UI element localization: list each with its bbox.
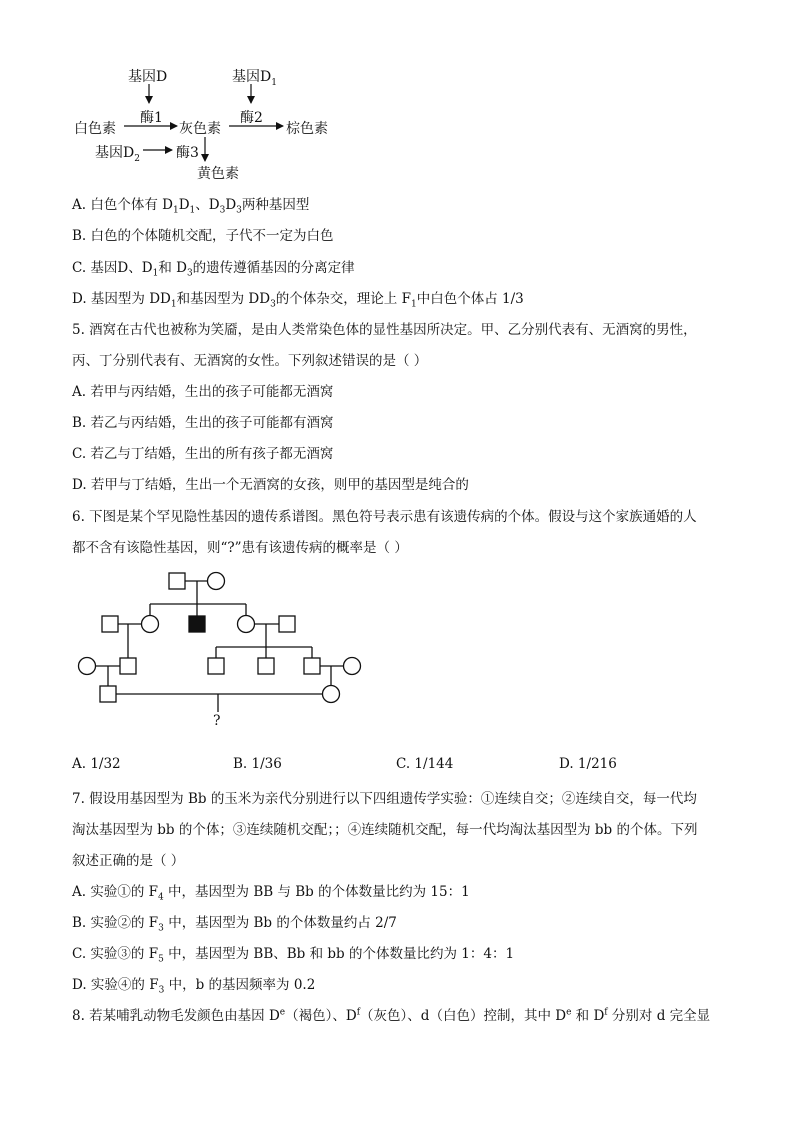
q4-option-d: D. 基因型为 $DD_1$和基因型为 $DD_3$的个体杂交，理论上 $F_1$中白色个体占 1/3 bbox=[72, 291, 524, 310]
pedigree-i2-female bbox=[208, 573, 225, 590]
q5-stem-line1: 5. 酒窝在古代也被称为笑靥，是由人类常染色体的显性基因所决定。甲、乙分别代表有、无酒窝的男性， bbox=[72, 322, 697, 338]
pedigree-ii5-male bbox=[279, 616, 295, 632]
pedigree-iii1-female bbox=[79, 658, 96, 675]
pedigree-iii5-male bbox=[304, 658, 320, 674]
q6-stem-line1: 6. 下图是某个罕见隐性基因的遗传系谱图。黑色符号表示患有该遗传病的个体。假设与这个家族通婚的人 bbox=[72, 509, 697, 525]
gene-d1-label: 基因$D_1$ bbox=[232, 69, 277, 88]
q6-option-c: C. 1/144 bbox=[396, 756, 454, 772]
q5-option-c: C. 若乙与丁结婚，生出的所有孩子都无酒窝 bbox=[72, 446, 334, 462]
q4-option-c: C. 基因D、$D_1$和 $D_3$的遗传遵循基因的分离定律 bbox=[72, 260, 355, 279]
white-pigment-label: 白色素 bbox=[74, 121, 116, 137]
q4-option-a: A. 白色个体有 $D_1D_1$、$D_3D_3$两种基因型 bbox=[72, 197, 310, 216]
pedigree-ii3-affected-male bbox=[189, 616, 205, 632]
pedigree-iii6-female bbox=[344, 658, 361, 675]
q6-option-b: B. 1/36 bbox=[233, 756, 282, 772]
pedigree-iv2-female bbox=[323, 686, 340, 703]
q7-stem-line3: 叙述正确的是（ ） bbox=[72, 853, 185, 869]
q5-stem-line2: 丙、丁分别代表有、无酒窝的女性。下列叙述错误的是（ ） bbox=[72, 353, 428, 369]
pedigree-ii2-female bbox=[142, 616, 159, 633]
q6-stem-line2: 都不含有该隐性基因，则“?”患有该遗传病的概率是（ ） bbox=[72, 540, 408, 556]
gene-d2-label: 基因$D_2$ bbox=[95, 145, 140, 164]
pathway-arrows bbox=[0, 0, 794, 200]
q6-option-a: A. 1/32 bbox=[72, 756, 121, 772]
q7-stem-line1: 7. 假设用基因型为 Bb 的玉米为亲代分别进行以下四组遗传学实验：①连续自交；②连续自交，每一代均 bbox=[72, 791, 697, 807]
q5-option-a: A. 若甲与丙结婚，生出的孩子可能都无酒窝 bbox=[72, 384, 334, 400]
pedigree-iv1-male bbox=[100, 686, 116, 702]
gray-pigment-label: 灰色素 bbox=[179, 121, 221, 137]
pedigree-i1-male bbox=[169, 573, 185, 589]
pedigree-iii2-male bbox=[120, 658, 136, 674]
pedigree-iii3-male bbox=[208, 658, 224, 674]
q7-option-c: C. 实验③的 $F_5$ 中，基因型为 BB、Bb 和 bb 的个体数量比约为 1：4：1 bbox=[72, 946, 515, 965]
yellow-pigment-label: 黄色素 bbox=[197, 166, 239, 182]
q5-option-b: B. 若乙与丙结婚，生出的孩子可能都有酒窝 bbox=[72, 415, 334, 431]
pedigree-question-mark: ? bbox=[213, 713, 221, 729]
enzyme2-label: 酶2 bbox=[240, 110, 263, 126]
q7-stem-line2: 淘汰基因型为 bb 的个体；③连续随机交配；；④连续随机交配，每一代均淘汰基因型为 bb 的个体。下列 bbox=[72, 822, 698, 838]
pedigree-ii4-female bbox=[238, 616, 255, 633]
gene-d-label: 基因D bbox=[128, 69, 168, 85]
brown-pigment-label: 棕色素 bbox=[286, 121, 328, 137]
enzyme3-label: 酶3 bbox=[176, 145, 199, 161]
q8-stem-line1: 8. 若某哺乳动物毛发颜色由基因 De（褐色）、$D^f$（灰色）、d（白色）控制，其中 De 和 $D^f$ 分别对 d 完全显 bbox=[72, 1007, 711, 1024]
q4-option-b: B. 白色的个体随机交配，子代不一定为白色 bbox=[72, 228, 334, 244]
q7-option-a: A. 实验①的 $F_4$ 中，基因型为 BB 与 Bb 的个体数量比约为 15：1 bbox=[72, 884, 470, 903]
pedigree-iii4-male bbox=[258, 658, 274, 674]
pedigree-ii1-male bbox=[102, 616, 118, 632]
enzyme1-label: 酶1 bbox=[140, 110, 163, 126]
q7-option-b: B. 实验②的 $F_3$ 中，基因型为 Bb 的个体数量约占 2/7 bbox=[72, 915, 397, 934]
q5-option-d: D. 若甲与丁结婚，生出一个无酒窝的女孩，则甲的基因型是纯合的 bbox=[72, 477, 469, 493]
q7-option-d: D. 实验④的 $F_3$ 中，b 的基因频率为 0.2 bbox=[72, 977, 316, 996]
q6-option-d: D. 1/216 bbox=[559, 756, 617, 772]
